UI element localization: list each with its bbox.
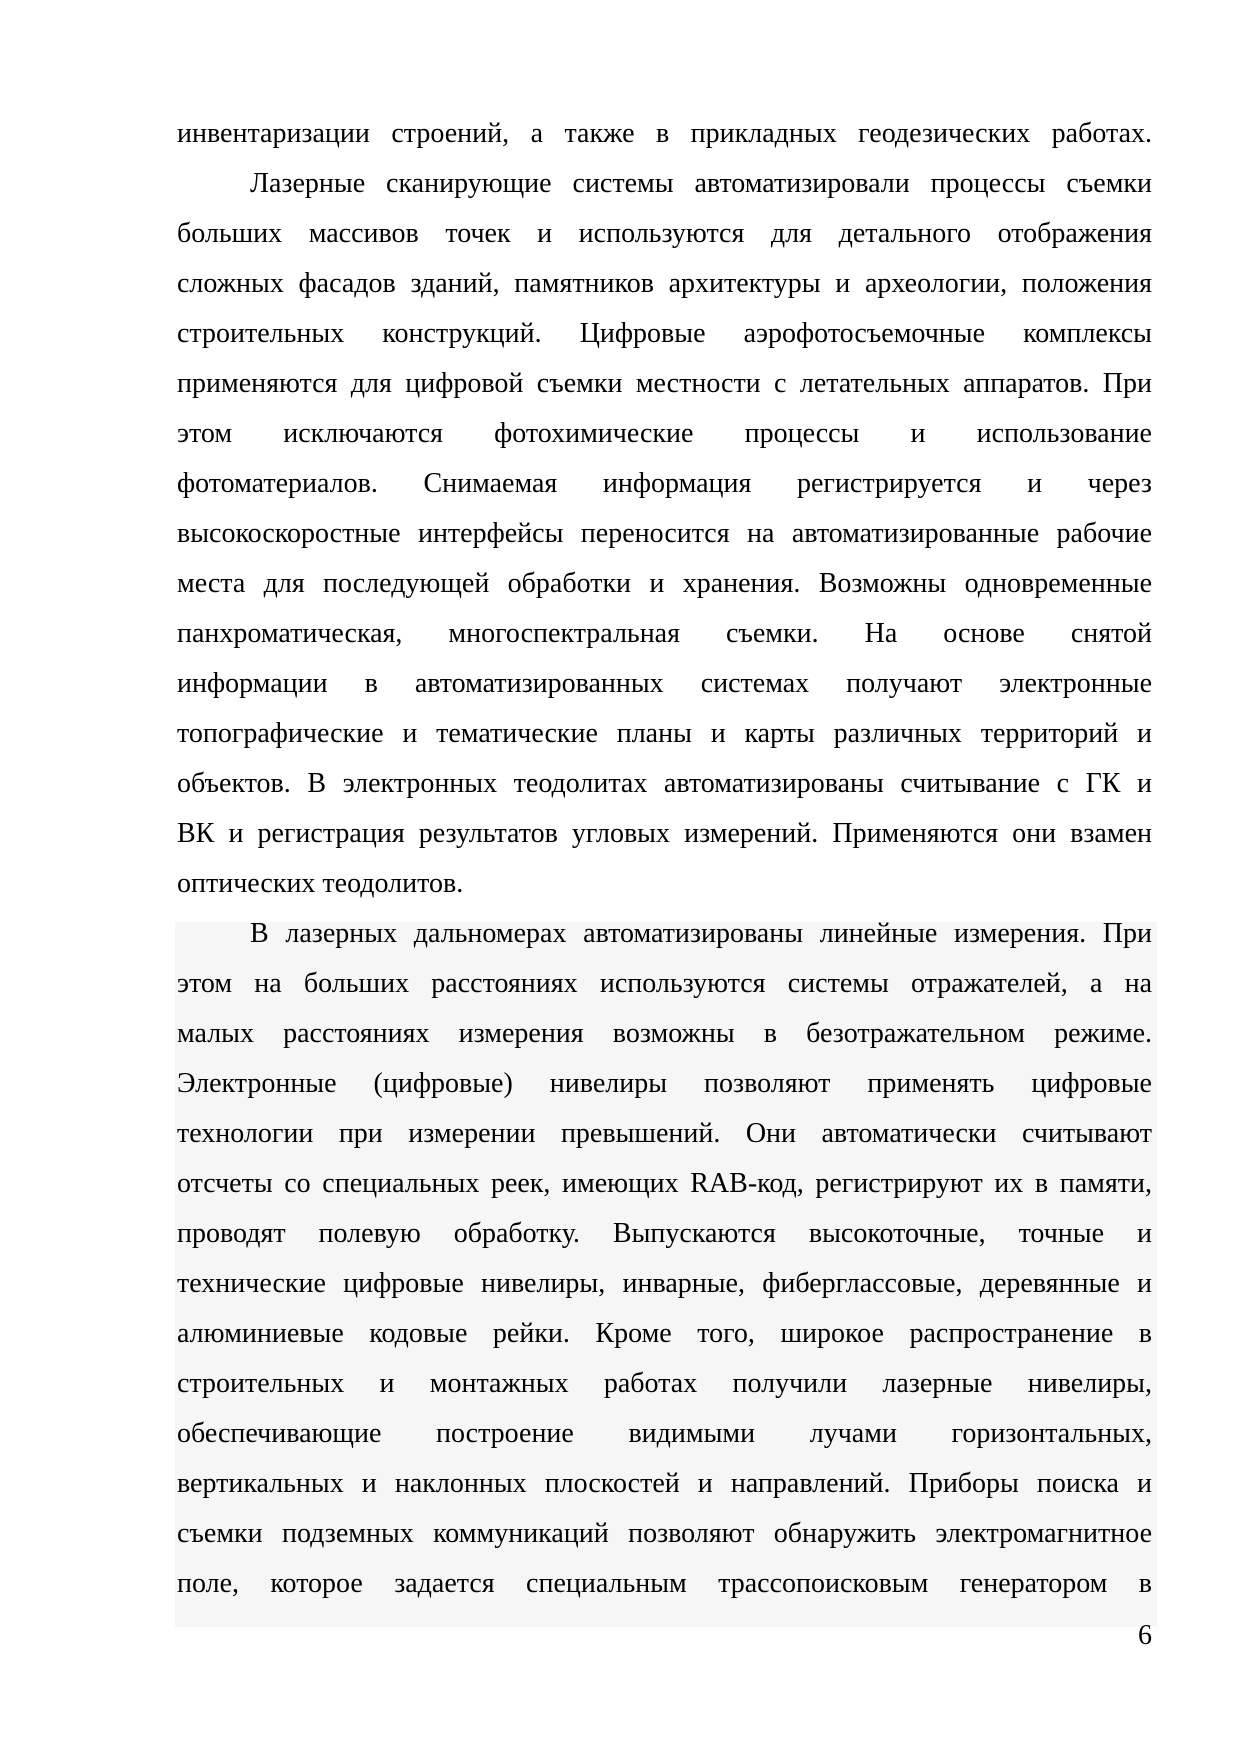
page-number: 6 [1138,1620,1152,1651]
text-line: технологии при измерении превышений. Они автоматически считывают [177,1118,1152,1149]
text-line: проводят полевую обработку. Выпускаются высокоточные, точные и [177,1218,1152,1249]
text-line: ВК и регистрация результатов угловых измерений. Применяются они взамен [177,818,1152,849]
text-line: В лазерных дальномерах автоматизированы линейные измерения. При [250,918,1152,949]
text-line: высокоскоростные интерфейсы переносится на автоматизированные рабочие [177,518,1152,549]
paragraph-laser-scanning-systems [177,159,1152,909]
text-line: обеспечивающие построение видимыми лучами горизонтальных, [177,1418,1152,1449]
text-line: поле, которое задается специальным трассопоисковым генератором в [177,1568,1152,1599]
text-line: этом исключаются фотохимические процессы и использование [177,418,1152,449]
text-line: больших массивов точек и используются для детального отображения [177,218,1152,249]
text-line: строительных конструкций. Цифровые аэрофотосъемочные комплексы [177,318,1152,349]
text-line: вертикальных и наклонных плоскостей и направлений. Приборы поиска и [177,1468,1152,1499]
text-line: Электронные (цифровые) нивелиры позволяют применять цифровые [177,1068,1152,1099]
text-line: топографические и тематические планы и карты различных территорий и [177,718,1152,749]
paragraph-continuation [177,109,1152,159]
text-line: объектов. В электронных теодолитах автоматизированы считывание с ГК и [177,768,1152,799]
text-line: Лазерные сканирующие системы автоматизировали процессы съемки [250,168,1152,199]
text-line: применяются для цифровой съемки местности с летательных аппаратов. При [177,368,1152,399]
text-line: отсчеты со специальных реек, имеющих RAB-код, регистрируют их в памяти, [177,1168,1152,1199]
text-line: алюминиевые кодовые рейки. Кроме того, широкое распространение в [177,1318,1152,1349]
text-line: технические цифровые нивелиры, инварные, фиберглассовые, деревянные и [177,1268,1152,1299]
text-line: строительных и монтажных работах получили лазерные нивелиры, [177,1368,1152,1399]
text-line: малых расстояниях измерения возможны в безотражательном режиме. [177,1018,1152,1049]
text-line: сложных фасадов зданий, памятников архитектуры и археологии, положения [177,268,1152,299]
text-line: места для последующей обработки и хранения. Возможны одновременные [177,568,1152,599]
text-line: панхроматическая, многоспектральная съемки. На основе снятой [177,618,1152,649]
text-line: инвентаризации строений, а также в прикладных геодезических работах. [177,118,1152,149]
text-block [177,109,1152,1609]
text-line: оптических теодолитов. [177,868,464,899]
text-line: фотоматериалов. Снимаемая информация регистрируется и через [177,468,1152,499]
paragraph-laser-rangefinders-highlighted [177,909,1152,1609]
text-line: этом на больших расстояниях используются системы отражателей, а на [177,968,1152,999]
text-line: информации в автоматизированных системах получают электронные [177,668,1152,699]
text-line: съемки подземных коммуникаций позволяют обнаружить электромагнитное [177,1518,1152,1549]
